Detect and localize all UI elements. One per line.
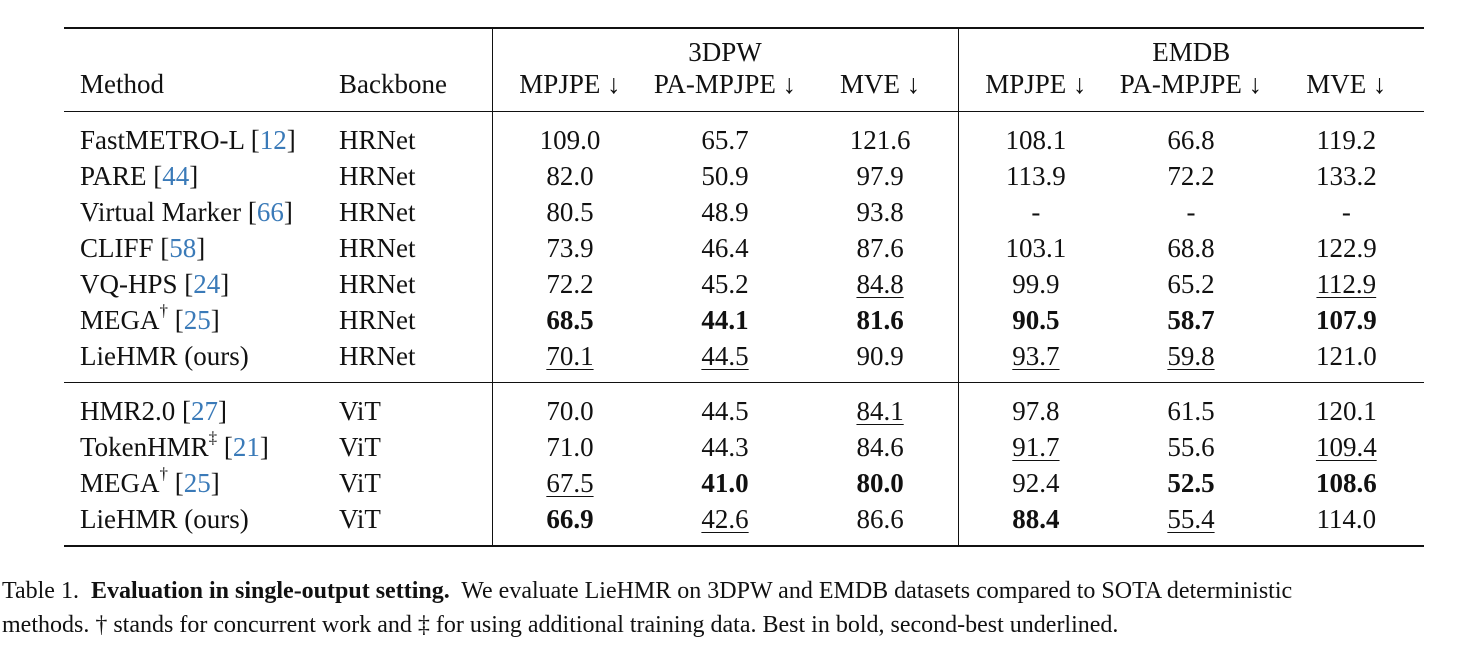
backbone-cell: HRNet [339, 233, 416, 263]
metric-cell [647, 302, 802, 338]
metric-value: 44.3 [701, 432, 749, 462]
column-header-metric: MVE ↓ [839, 69, 921, 99]
method-footnote-mark: † [159, 464, 168, 483]
citation-link[interactable]: 21 [232, 432, 260, 462]
method-cell: VQ-HPS [24] [80, 269, 230, 299]
citation-link[interactable]: 58 [169, 233, 197, 263]
metric-value: 80.0 [856, 468, 904, 498]
metric-value: 109.0 [539, 125, 601, 155]
metric-value: 99.9 [1012, 269, 1060, 299]
metric-value: 81.6 [856, 305, 904, 335]
backbone-cell: HRNet [339, 305, 416, 335]
metric-cell [492, 266, 647, 302]
citation-link[interactable]: 24 [193, 269, 221, 299]
metric-cell [492, 338, 647, 383]
citation-link[interactable]: 27 [191, 396, 219, 426]
metric-value: 82.0 [546, 161, 594, 191]
metric-value: 61.5 [1167, 396, 1215, 426]
metric-cell [958, 194, 1113, 230]
metric-value: 107.9 [1315, 305, 1377, 335]
method-cell: FastMETRO-L [12] [80, 125, 296, 155]
metric-value: 59.8 [1167, 341, 1215, 371]
caption-label: Table 1. [2, 578, 79, 604]
metric-value: 70.0 [546, 396, 594, 426]
metric-cell [1269, 383, 1424, 430]
metric-cell [492, 194, 647, 230]
metric-cell [1269, 194, 1424, 230]
backbone-cell: ViT [339, 504, 381, 534]
metric-cell [647, 266, 802, 302]
metric-cell [647, 158, 802, 194]
table-row [64, 266, 1424, 302]
metric-value: - [1186, 197, 1196, 227]
metric-value: 108.6 [1315, 468, 1377, 498]
table-row [64, 383, 1424, 430]
method-name: TokenHMR [80, 432, 209, 462]
metric-value: 46.4 [701, 233, 749, 263]
metric-value: 87.6 [856, 233, 904, 263]
metric-cell [803, 501, 958, 546]
blank-cell [339, 28, 492, 65]
metric-cell [958, 266, 1113, 302]
metric-cell [1269, 501, 1424, 546]
metric-cell [492, 302, 647, 338]
metric-cell [958, 383, 1113, 430]
metric-cell [958, 230, 1113, 266]
metric-cell [1113, 383, 1268, 430]
backbone-cell: HRNet [339, 161, 416, 191]
metric-value: 65.7 [701, 125, 749, 155]
metric-value: 84.6 [856, 432, 904, 462]
metric-cell [647, 230, 802, 266]
metric-cell [803, 230, 958, 266]
method-cell [64, 338, 339, 383]
caption-line-2: methods. † stands for concurrent work and ‡ for using additional training data. Best in bold, second-best underlined. [2, 612, 1119, 638]
caption-text: We evaluate LieHMR on 3DPW and EMDB datasets compared to SOTA deterministic [461, 578, 1293, 604]
backbone-cell: ViT [339, 432, 381, 462]
metric-cell [958, 302, 1113, 338]
metric-cell [492, 112, 647, 159]
method-name: MEGA [80, 468, 160, 498]
metric-value: 97.8 [1012, 396, 1060, 426]
column-header-metric: PA-MPJPE ↓ [1119, 69, 1263, 99]
metric-value: 122.9 [1315, 233, 1377, 263]
metric-cell [803, 383, 958, 430]
metric-value: 103.1 [1005, 233, 1067, 263]
column-header-metric: MPJPE ↓ [958, 65, 1113, 112]
metric-value: 58.7 [1167, 305, 1215, 335]
metric-value: 52.5 [1167, 468, 1215, 498]
metric-cell [1113, 429, 1268, 465]
metric-value: 48.9 [701, 197, 749, 227]
table-row [64, 338, 1424, 383]
table-row [64, 230, 1424, 266]
backbone-cell: HRNet [339, 197, 416, 227]
metric-value: 55.4 [1167, 504, 1215, 534]
metric-value: 55.6 [1167, 432, 1215, 462]
metric-value: 84.8 [856, 269, 904, 299]
method-name: LieHMR (ours) [80, 504, 249, 534]
metric-cell [803, 158, 958, 194]
metric-cell [803, 194, 958, 230]
method-name: PARE [80, 161, 147, 191]
method-name: Virtual Marker [80, 197, 242, 227]
metric-cell [803, 112, 958, 159]
metric-value: 88.4 [1012, 504, 1060, 534]
results-table-container [64, 27, 1424, 547]
method-name: HMR2.0 [80, 396, 176, 426]
metric-cell [1113, 266, 1268, 302]
column-header-metric: PA-MPJPE ↓ [653, 69, 797, 99]
metric-cell [1113, 230, 1268, 266]
metric-value: - [1031, 197, 1041, 227]
metric-value: 84.1 [856, 396, 904, 426]
metric-cell [1113, 501, 1268, 546]
method-cell: MEGA† [25] [80, 301, 220, 335]
metric-cell [958, 465, 1113, 501]
method-cell: CLIFF [58] [80, 233, 206, 263]
metric-cell [1269, 338, 1424, 383]
method-cell: MEGA† [25] [80, 464, 220, 498]
method-cell [64, 501, 339, 546]
caption-line-1 [2, 574, 1484, 608]
metric-value: 120.1 [1315, 396, 1377, 426]
metric-value: 66.9 [546, 504, 594, 534]
table-row [64, 465, 1424, 501]
table-caption [2, 574, 1484, 642]
metric-cell [647, 383, 802, 430]
column-header-metric: MVE ↓ [1306, 69, 1387, 99]
metric-cell [647, 501, 802, 546]
metric-cell [492, 465, 647, 501]
metric-cell [803, 266, 958, 302]
metric-cell [647, 112, 802, 159]
metric-cell [492, 158, 647, 194]
metric-cell [1113, 112, 1268, 159]
column-header-backbone: Backbone [339, 69, 447, 99]
metric-value: 73.9 [546, 233, 594, 263]
table-row [64, 501, 1424, 546]
table-row [64, 158, 1424, 194]
method-name: MEGA [80, 305, 160, 335]
metric-value: 93.7 [1012, 341, 1060, 371]
metric-value: 67.5 [546, 468, 594, 498]
metric-cell [1269, 112, 1424, 159]
column-header-method: Method [80, 69, 164, 99]
table-row [64, 429, 1424, 465]
metric-value: 90.5 [1012, 305, 1060, 335]
metric-value: 97.9 [856, 161, 904, 191]
metric-value: 90.9 [856, 341, 904, 371]
metric-value: 119.2 [1316, 125, 1377, 155]
backbone-cell: HRNet [339, 269, 416, 299]
caption-title: Evaluation in single-output setting. [90, 578, 450, 604]
metric-cell [803, 465, 958, 501]
metric-value: 72.2 [1167, 161, 1215, 191]
group-header-row [64, 28, 1424, 65]
metric-cell [647, 429, 802, 465]
method-name: CLIFF [80, 233, 154, 263]
column-header-metric: MPJPE ↓ [492, 65, 647, 112]
group-header-emdb: EMDB [958, 28, 1424, 65]
metric-value: 112.9 [1316, 269, 1377, 299]
metric-value: 45.2 [701, 269, 749, 299]
metric-value: 93.8 [856, 197, 904, 227]
backbone-cell: HRNet [339, 125, 416, 155]
metric-cell [1113, 158, 1268, 194]
metric-cell [803, 429, 958, 465]
metric-cell [647, 465, 802, 501]
metric-cell [958, 429, 1113, 465]
metric-cell [1269, 302, 1424, 338]
metric-value: 68.8 [1167, 233, 1215, 263]
method-name: VQ-HPS [80, 269, 178, 299]
metric-cell [1269, 158, 1424, 194]
method-cell: HMR2.0 [27] [80, 396, 228, 426]
metric-cell [803, 338, 958, 383]
metric-cell [492, 429, 647, 465]
metric-value: - [1341, 197, 1351, 227]
table-row [64, 112, 1424, 159]
metric-value: 133.2 [1315, 161, 1377, 191]
metric-value: 92.4 [1012, 468, 1060, 498]
metric-value: 121.6 [849, 125, 911, 155]
metric-value: 72.2 [546, 269, 594, 299]
metric-value: 70.1 [546, 341, 594, 371]
metric-value: 66.8 [1167, 125, 1215, 155]
table-body [64, 112, 1424, 547]
metric-cell [1113, 338, 1268, 383]
metric-cell [647, 338, 802, 383]
metric-value: 113.9 [1006, 161, 1066, 191]
metric-value: 114.0 [1316, 504, 1377, 534]
metric-value: 71.0 [546, 432, 594, 462]
metric-cell [1269, 429, 1424, 465]
metric-cell [958, 338, 1113, 383]
table-row [64, 194, 1424, 230]
method-name: LieHMR (ours) [80, 341, 249, 371]
metric-value: 80.5 [546, 197, 594, 227]
metric-value: 86.6 [856, 504, 904, 534]
backbone-cell: ViT [339, 396, 381, 426]
method-name: FastMETRO-L [80, 125, 244, 155]
metric-value: 41.0 [701, 468, 749, 498]
metric-cell [647, 194, 802, 230]
citation-link[interactable]: 25 [183, 468, 211, 498]
metric-value: 108.1 [1005, 125, 1067, 155]
group-header-3dpw: 3DPW [492, 28, 958, 65]
method-footnote-mark: † [159, 301, 168, 320]
metric-value: 50.9 [701, 161, 749, 191]
metric-value: 65.2 [1167, 269, 1215, 299]
citation-link[interactable]: 12 [259, 125, 287, 155]
metric-cell [958, 501, 1113, 546]
metric-cell [1113, 465, 1268, 501]
metric-cell [1269, 465, 1424, 501]
backbone-cell: ViT [339, 468, 381, 498]
citation-link[interactable]: 66 [256, 197, 284, 227]
metric-value: 44.5 [701, 396, 749, 426]
metric-value: 42.6 [701, 504, 749, 534]
metric-cell [1113, 302, 1268, 338]
metric-header-row [64, 65, 1424, 112]
metric-cell [1113, 194, 1268, 230]
metric-cell [803, 302, 958, 338]
backbone-cell: HRNet [339, 341, 416, 371]
metric-cell [1269, 266, 1424, 302]
metric-cell [958, 112, 1113, 159]
metric-cell [958, 158, 1113, 194]
metric-value: 44.1 [701, 305, 749, 335]
results-table [64, 27, 1424, 547]
table-row [64, 302, 1424, 338]
metric-value: 109.4 [1315, 432, 1377, 462]
metric-value: 68.5 [546, 305, 594, 335]
metric-cell [1269, 230, 1424, 266]
metric-cell [492, 501, 647, 546]
metric-value: 121.0 [1315, 341, 1377, 371]
method-cell: PARE [44] [80, 161, 199, 191]
metric-value: 44.5 [701, 341, 749, 371]
blank-cell [64, 28, 339, 65]
citation-link[interactable]: 25 [183, 305, 211, 335]
method-cell: Virtual Marker [66] [80, 197, 293, 227]
metric-cell [492, 230, 647, 266]
method-footnote-mark: ‡ [208, 428, 218, 447]
metric-value: 91.7 [1012, 432, 1060, 462]
method-cell: TokenHMR‡ [21] [80, 428, 269, 462]
citation-link[interactable]: 44 [162, 161, 190, 191]
metric-cell [492, 383, 647, 430]
